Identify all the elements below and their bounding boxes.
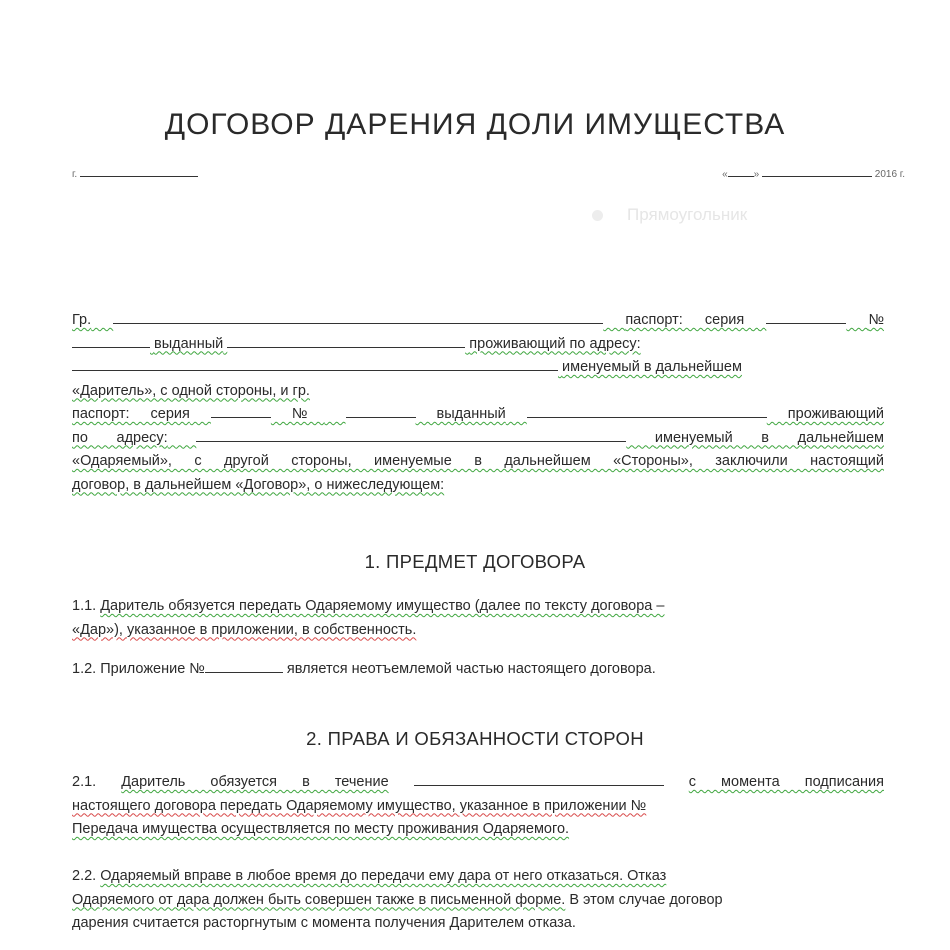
clause-1-1 [72, 595, 884, 642]
series-blank [211, 403, 271, 418]
place-blank [80, 162, 198, 177]
clause-2-2 [72, 865, 884, 936]
number-blank [72, 333, 150, 348]
series-blank [766, 309, 846, 324]
term-blank [414, 771, 664, 786]
address-blank [72, 356, 558, 371]
preamble-line: именуемый в дальнейшем [72, 356, 884, 380]
preamble-line: «Даритель», с одной стороны, и гр. [72, 382, 310, 399]
date-field [722, 162, 905, 180]
issued-blank [527, 403, 767, 418]
section-heading: 2. ПРАВА И ОБЯЗАННОСТИ СТОРОН [306, 728, 644, 749]
preamble-line: по адресу: именуемый в дальнейшем [72, 427, 884, 451]
clause-2-1 [72, 771, 884, 842]
shape-dot-icon [592, 210, 603, 221]
day-blank [728, 162, 754, 177]
issued-blank [227, 333, 465, 348]
clause-line: настоящего договора передать Одаряемому имущество, указанное в приложении № [72, 797, 647, 814]
place-field [72, 162, 198, 180]
clause-line: 1.1. Даритель обязуется передать Одаряемому имущество (далее по тексту договора – [72, 598, 665, 614]
date-close-quote: » [753, 169, 760, 180]
number-blank [346, 403, 416, 418]
clause-line: 2.2. Одаряемый вправе в любое время до передачи ему дара от него отказаться. Отказ [72, 868, 667, 884]
preamble-line: Гр. паспорт: серия № [72, 309, 884, 333]
preamble-line: договор, в дальнейшем «Договор», о нижеследующем: [72, 476, 445, 493]
preamble-line: «Одаряемый», с другой стороны, именуемые в дальнейшем «Стороны», заключили настоящий [72, 453, 884, 469]
section-heading: 1. ПРЕДМЕТ ДОГОВОРА [364, 551, 586, 572]
month-blank [762, 162, 872, 177]
clause-line: 2.1. Даритель обязуется в течение с момента подписания [72, 771, 884, 795]
place-prefix: г. [72, 169, 78, 180]
document-title: ДОГОВОР ДАРЕНИЯ ДОЛИ ИМУЩЕСТВА [164, 108, 786, 141]
year-label: 2016 г. [874, 169, 905, 180]
appendix-number-blank [205, 658, 283, 673]
shape-tooltip-label: Прямоугольник [627, 205, 748, 224]
address-blank [196, 427, 626, 442]
preamble-line: выданный проживающий по адресу: [72, 333, 884, 357]
clause-line: Передача имущества осуществляется по месту проживания Одаряемого. [72, 821, 570, 837]
preamble [72, 309, 884, 497]
clause-line: Одаряемого от дара должен быть совершен также в письменной форме. В этом случае договор [72, 891, 723, 908]
clause-1-2 [72, 658, 884, 682]
clause-line: дарения считается расторгнутым с момента получения Дарителем отказа. [72, 915, 576, 931]
preamble-line: паспорт: серия № выданный проживающий [72, 403, 884, 427]
name-blank [113, 309, 603, 324]
date-open-quote: « [722, 169, 728, 180]
clause-line: 1.2. Приложение № является неотъемлемой частью настоящего договора. [72, 658, 884, 682]
shape-tooltip [578, 198, 840, 232]
clause-line: «Дар»), указанное в приложении, в собственность. [72, 621, 417, 638]
